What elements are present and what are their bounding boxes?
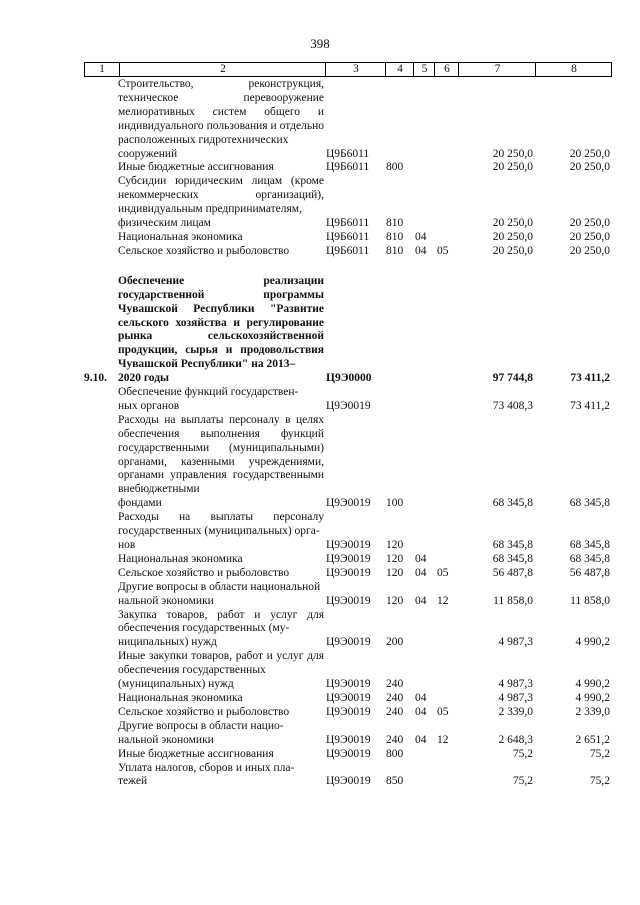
row-subsection: 05: [437, 566, 449, 579]
row-value-2019: 20 250,0: [492, 161, 533, 174]
row-section: 04: [415, 594, 427, 607]
row-subsection: 12: [437, 594, 449, 607]
table-row: [84, 386, 612, 414]
header-col-7: 7: [458, 63, 536, 76]
table-header: [84, 62, 612, 77]
row-value-2019: 11 858,0: [493, 594, 533, 607]
table-row: [84, 567, 612, 581]
description-last-line: Национальная экономика: [118, 691, 243, 704]
description-lead: Иные закупки товаров, работ и услуг для обеспечения государственных: [118, 650, 324, 677]
row-value-2019: 56 487,8: [492, 566, 533, 579]
row-value-2019: 4 987,3: [498, 636, 533, 649]
header-col-4: 4: [385, 63, 414, 76]
row-value-2020: 4 990,2: [575, 678, 610, 691]
table-row: [84, 762, 612, 790]
row-value-2020: 2 339,0: [575, 705, 610, 718]
budget-table: [84, 78, 612, 789]
header-col-3: 3: [325, 63, 386, 76]
table-row: [84, 511, 612, 553]
row-expense-type: 120: [386, 594, 404, 607]
row-description: [118, 511, 324, 553]
description-last-line: нов: [118, 539, 136, 551]
row-value-2019: 75,2: [512, 775, 533, 788]
row-value-2020: 75,2: [589, 775, 610, 788]
row-value-2020: 20 250,0: [569, 230, 610, 243]
row-description: [118, 78, 324, 161]
description-last-line: Иные бюджетные ассигнования: [118, 747, 274, 760]
row-target-code: Ц9Э0019: [326, 566, 371, 579]
row-expense-type: 240: [386, 678, 404, 691]
row-subsection: 05: [437, 705, 449, 718]
description-lead: Закупка товаров, работ и услуг для обеспечения государственных (му-: [118, 608, 324, 635]
row-target-code: Ц9Б6011: [326, 230, 370, 243]
row-section: 04: [415, 244, 427, 257]
description-last-line: тежей: [118, 775, 148, 788]
row-value-2019: 68 345,8: [492, 552, 533, 565]
row-value-2020: 68 345,8: [569, 539, 610, 551]
table-row: [84, 650, 612, 692]
row-expense-type: 120: [386, 539, 404, 551]
description-lead: Обеспечение функций государствен-: [118, 386, 299, 399]
row-section: 04: [415, 566, 427, 579]
row-expense-type: 240: [386, 705, 404, 718]
row-value-2020: 68 345,8: [569, 552, 610, 565]
description-last-line: ных органов: [118, 399, 180, 412]
table-row: [84, 553, 612, 567]
row-description: [118, 720, 324, 748]
row-value-2019: 4 987,3: [498, 691, 533, 704]
description-last-line: Национальная экономика: [118, 230, 243, 243]
row-value-2020: 20 250,0: [569, 244, 610, 257]
row-target-code: Ц9Э0019: [326, 678, 371, 691]
description-last-line: физическим лицам: [118, 217, 211, 230]
row-value-2020: 4 990,2: [575, 636, 610, 649]
table-row: [84, 245, 612, 259]
row-expense-type: 810: [386, 217, 404, 230]
description-last-line: сооружений: [118, 147, 178, 160]
row-value-2020: 20 250,0: [569, 161, 610, 174]
row-value-2019: 20 250,0: [492, 147, 533, 160]
description-lead: Обеспечение реализации государственной программы Чувашской Республики "Развитие сельского хозяйства и регулирование рынка сельскохозяйственной продукции, сырья и продовольствия Чувашской Республики" на 2013–: [118, 274, 324, 371]
row-value-2020: 73 411,2: [570, 399, 610, 412]
row-section: 04: [415, 691, 427, 704]
header-col-6: 6: [434, 63, 459, 76]
row-expense-type: 800: [386, 747, 404, 760]
description-last-line: Национальная экономика: [118, 552, 243, 565]
row-description: [118, 161, 324, 175]
row-target-code: Ц9Э0019: [326, 733, 371, 746]
row-value-2020: 20 250,0: [569, 217, 610, 230]
description-last-line: нальной экономики: [118, 594, 214, 607]
row-description: [118, 414, 324, 511]
description-last-line: Сельское хозяйство и рыболовство: [118, 244, 290, 257]
table-row: [84, 275, 612, 386]
row-description: [118, 553, 324, 567]
row-description: [118, 231, 324, 245]
row-target-code: Ц9Б6011: [326, 217, 370, 230]
row-target-code: Ц9Э0019: [326, 497, 371, 510]
table-row: [84, 175, 612, 231]
row-value-2019: 75,2: [512, 747, 533, 760]
row-description: [118, 706, 324, 720]
description-lead: Расходы на выплаты персоналу в целях обеспечения выполнения функций государственными (муниципальными) органами, казенными учреждениями, органами управления государственными внебюджетными: [118, 413, 324, 496]
row-expense-type: 200: [386, 636, 404, 649]
description-last-line: Иные бюджетные ассигнования: [118, 161, 274, 174]
table-row: [84, 748, 612, 762]
row-value-2020: 56 487,8: [569, 566, 610, 579]
row-target-code: Ц9Э0019: [326, 594, 371, 607]
header-col-5: 5: [413, 63, 435, 76]
row-value-2020: 73 411,2: [570, 372, 610, 385]
row-value-2019: 68 345,8: [492, 497, 533, 510]
description-last-line: 2020 годы: [118, 372, 170, 385]
row-number: 9.10.: [84, 372, 107, 385]
description-lead: Другие вопросы в области национальной: [118, 580, 321, 593]
row-expense-type: 120: [386, 566, 404, 579]
row-value-2019: 4 987,3: [498, 678, 533, 691]
row-value-2019: 2 339,0: [498, 705, 533, 718]
table-row: [84, 692, 612, 706]
header-col-8: 8: [535, 63, 612, 76]
row-target-code: Ц9Б6011: [326, 244, 370, 257]
row-value-2019: 97 744,8: [492, 372, 533, 385]
row-section: 04: [415, 705, 427, 718]
row-value-2020: 4 990,2: [575, 691, 610, 704]
table-row: [84, 720, 612, 748]
row-target-code: Ц9Э0019: [326, 775, 371, 788]
description-last-line: Сельское хозяйство и рыболовство: [118, 705, 290, 718]
row-value-2020: 68 345,8: [569, 497, 610, 510]
row-subsection: 05: [437, 244, 449, 257]
row-target-code: Ц9Э0019: [326, 705, 371, 718]
row-gap: [84, 259, 612, 275]
row-value-2019: 68 345,8: [492, 539, 533, 551]
description-lead: Строительство, реконструкция, техническое перевооружение мелиоративных систем общего и индивидуального пользования и отдельно расположенных гидротехнических: [118, 78, 324, 146]
header-col-1: 1: [99, 63, 105, 75]
description-lead: Расходы на выплаты персоналу государственных (муниципальных) орга-: [118, 511, 324, 538]
page-number: 398: [310, 36, 330, 51]
row-expense-type: 240: [386, 733, 404, 746]
description-last-line: (муниципальных) нужд: [118, 678, 234, 691]
row-expense-type: 850: [386, 775, 404, 788]
row-value-2019: 2 648,3: [498, 733, 533, 746]
row-expense-type: 240: [386, 691, 404, 704]
row-target-code: Ц9Б6011: [326, 147, 370, 160]
row-target-code: Ц9Э0019: [326, 747, 371, 760]
row-expense-type: 810: [386, 230, 404, 243]
row-value-2020: 2 651,2: [575, 733, 610, 746]
table-row: [84, 581, 612, 609]
row-description: [118, 175, 324, 231]
row-expense-type: 120: [386, 552, 404, 565]
row-description: [118, 581, 324, 609]
row-target-code: Ц9Э0000: [326, 372, 372, 385]
table-row: [84, 78, 612, 161]
row-description: [118, 609, 324, 651]
row-section: 04: [415, 230, 427, 243]
table-row: [84, 231, 612, 245]
row-value-2020: 20 250,0: [569, 147, 610, 160]
row-description: [118, 762, 324, 790]
row-description: [118, 386, 324, 414]
row-description: [118, 567, 324, 581]
table-row: [84, 414, 612, 511]
row-description: [118, 275, 324, 386]
description-last-line: нальной экономики: [118, 733, 214, 746]
row-section: 04: [415, 552, 427, 565]
table-row: [84, 161, 612, 175]
row-description: [118, 748, 324, 762]
row-target-code: Ц9Б6011: [326, 161, 370, 174]
row-target-code: Ц9Э0019: [326, 399, 371, 412]
header-col-2: 2: [119, 63, 326, 76]
row-expense-type: 100: [386, 497, 404, 510]
row-value-2019: 20 250,0: [492, 217, 533, 230]
row-description: [118, 650, 324, 692]
description-lead: Другие вопросы в области нацио-: [118, 719, 284, 732]
row-subsection: 12: [437, 733, 449, 746]
row-value-2019: 20 250,0: [492, 230, 533, 243]
row-target-code: Ц9Э0019: [326, 691, 371, 704]
row-section: 04: [415, 733, 427, 746]
row-target-code: Ц9Э0019: [326, 636, 371, 649]
description-lead: Уплата налогов, сборов и иных пла-: [118, 761, 295, 774]
row-value-2020: 75,2: [589, 747, 610, 760]
row-expense-type: 800: [386, 161, 404, 174]
table-row: [84, 609, 612, 651]
row-value-2019: 20 250,0: [492, 244, 533, 257]
table-row: [84, 706, 612, 720]
description-last-line: ниципальных) нужд: [118, 636, 217, 649]
row-description: [118, 692, 324, 706]
row-expense-type: 810: [386, 244, 404, 257]
description-last-line: фондами: [118, 497, 162, 510]
row-value-2020: 11 858,0: [570, 594, 610, 607]
row-target-code: Ц9Э0019: [326, 552, 371, 565]
row-value-2019: 73 408,3: [492, 399, 533, 412]
description-last-line: Сельское хозяйство и рыболовство: [118, 566, 290, 579]
row-target-code: Ц9Э0019: [326, 539, 371, 551]
description-lead: Субсидии юридическим лицам (кроме некоммерческих организаций), индивидуальным предпринимателям,: [118, 175, 324, 216]
row-description: [118, 245, 324, 259]
